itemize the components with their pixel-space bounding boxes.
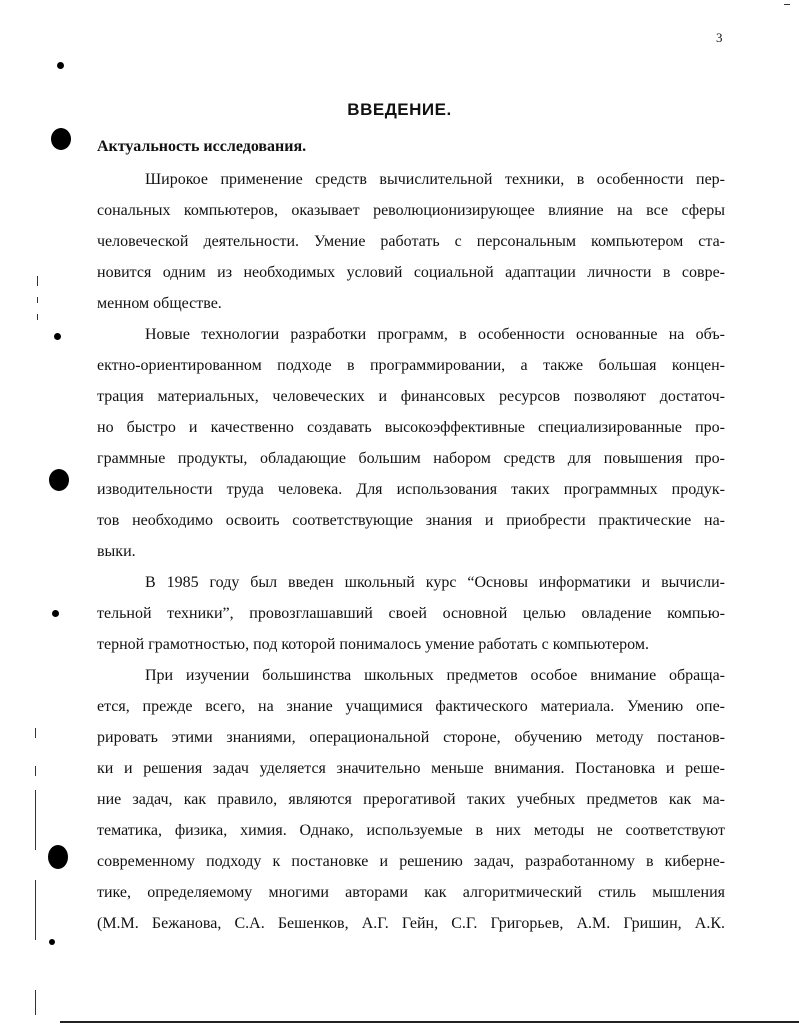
paragraph [97, 319, 725, 567]
scan-speck [57, 62, 64, 69]
scan-speck [37, 314, 38, 320]
paragraph [97, 660, 725, 939]
text-line: сональных компьютеров, оказывает революционизирующее влияние на все сферы [97, 202, 725, 219]
text-line: трация материальных, человеческих и финансовых ресурсов позволяют достаточ- [97, 388, 725, 405]
paragraph [97, 567, 725, 660]
scan-speck [784, 4, 790, 5]
text-line: современному подходу к постановке и решению задач, разработанному в киберне- [97, 853, 725, 870]
punch-hole [51, 128, 71, 150]
punch-hole [49, 469, 69, 491]
scan-speck [54, 333, 61, 340]
paragraph [97, 164, 725, 319]
text-line: (М.М. Бежанова, С.А. Бешенков, А.Г. Гейн, С.Г. Григорьев, А.М. Гришин, А.К. [97, 915, 725, 932]
text-line: ется, прежде всего, на знание учащимися фактического материала. Умению опе- [97, 698, 725, 715]
text-line: человеческой деятельности. Умение работать с персональным компьютером ста- [97, 233, 725, 250]
text-line: ектно-ориентированном подходе в программировании, а также большая концен- [97, 357, 725, 374]
text-line: граммные продукты, обладающие большим набором средств для повышения про- [97, 450, 725, 467]
text-line: ки и решения задач уделяется значительно меньше внимания. Постановка и реше- [97, 760, 725, 777]
text-line: рировать этими знаниями, операциональной стороне, обучению методу постанов- [97, 729, 725, 746]
scan-speck [49, 939, 55, 945]
text-line: ние задач, как правило, являются прерогативой таких учебных предметов как ма- [97, 791, 725, 808]
scan-speck [35, 766, 36, 776]
scan-speck [35, 990, 36, 1015]
page-title: ВВЕДЕНИЕ. [347, 100, 452, 119]
bottom-rule [60, 1021, 799, 1023]
text-line: В 1985 году был введен школьный курс “Основы информатики и вычисли- [145, 574, 725, 591]
text-line: тематика, физика, химия. Однако, используемые в них методы не соответствуют [97, 822, 725, 839]
text-line: новится одним из необходимых условий социальной адаптации личности в совре- [97, 264, 725, 281]
scan-speck [35, 728, 36, 738]
body-text [97, 164, 725, 939]
section-heading: Актуальность исследования. [97, 138, 307, 155]
scan-speck [35, 790, 36, 850]
scan-speck [37, 276, 38, 286]
scan-speck [37, 297, 38, 303]
scan-speck [52, 610, 59, 617]
text-line: тов необходимо освоить соответствующие знания и приобрести практические на- [97, 512, 725, 529]
punch-hole [48, 845, 68, 869]
text-line: выки. [97, 543, 136, 560]
text-line: Новые технологии разработки программ, в особенности основанные на объ- [145, 326, 725, 343]
text-line: изводительности труда человека. Для использования таких программных продук- [97, 481, 725, 498]
page-number: 3 [716, 30, 723, 45]
text-line: Широкое применение средств вычислительной техники, в особенности пер- [145, 171, 725, 188]
text-line: терной грамотностью, под которой понималось умение работать с компьютером. [97, 636, 649, 653]
text-line: тике, определяемому многими авторами как алгоритмический стиль мышления [97, 884, 725, 901]
text-line: тельной техники”, провозглашавший своей основной целью овладение компью- [97, 605, 725, 622]
text-line: При изучении большинства школьных предметов особое внимание обраща- [145, 667, 725, 684]
text-line: менном обществе. [97, 295, 222, 312]
scan-speck [35, 880, 36, 940]
text-line: но быстро и качественно создавать высокоэффективные специализированные про- [97, 419, 725, 436]
